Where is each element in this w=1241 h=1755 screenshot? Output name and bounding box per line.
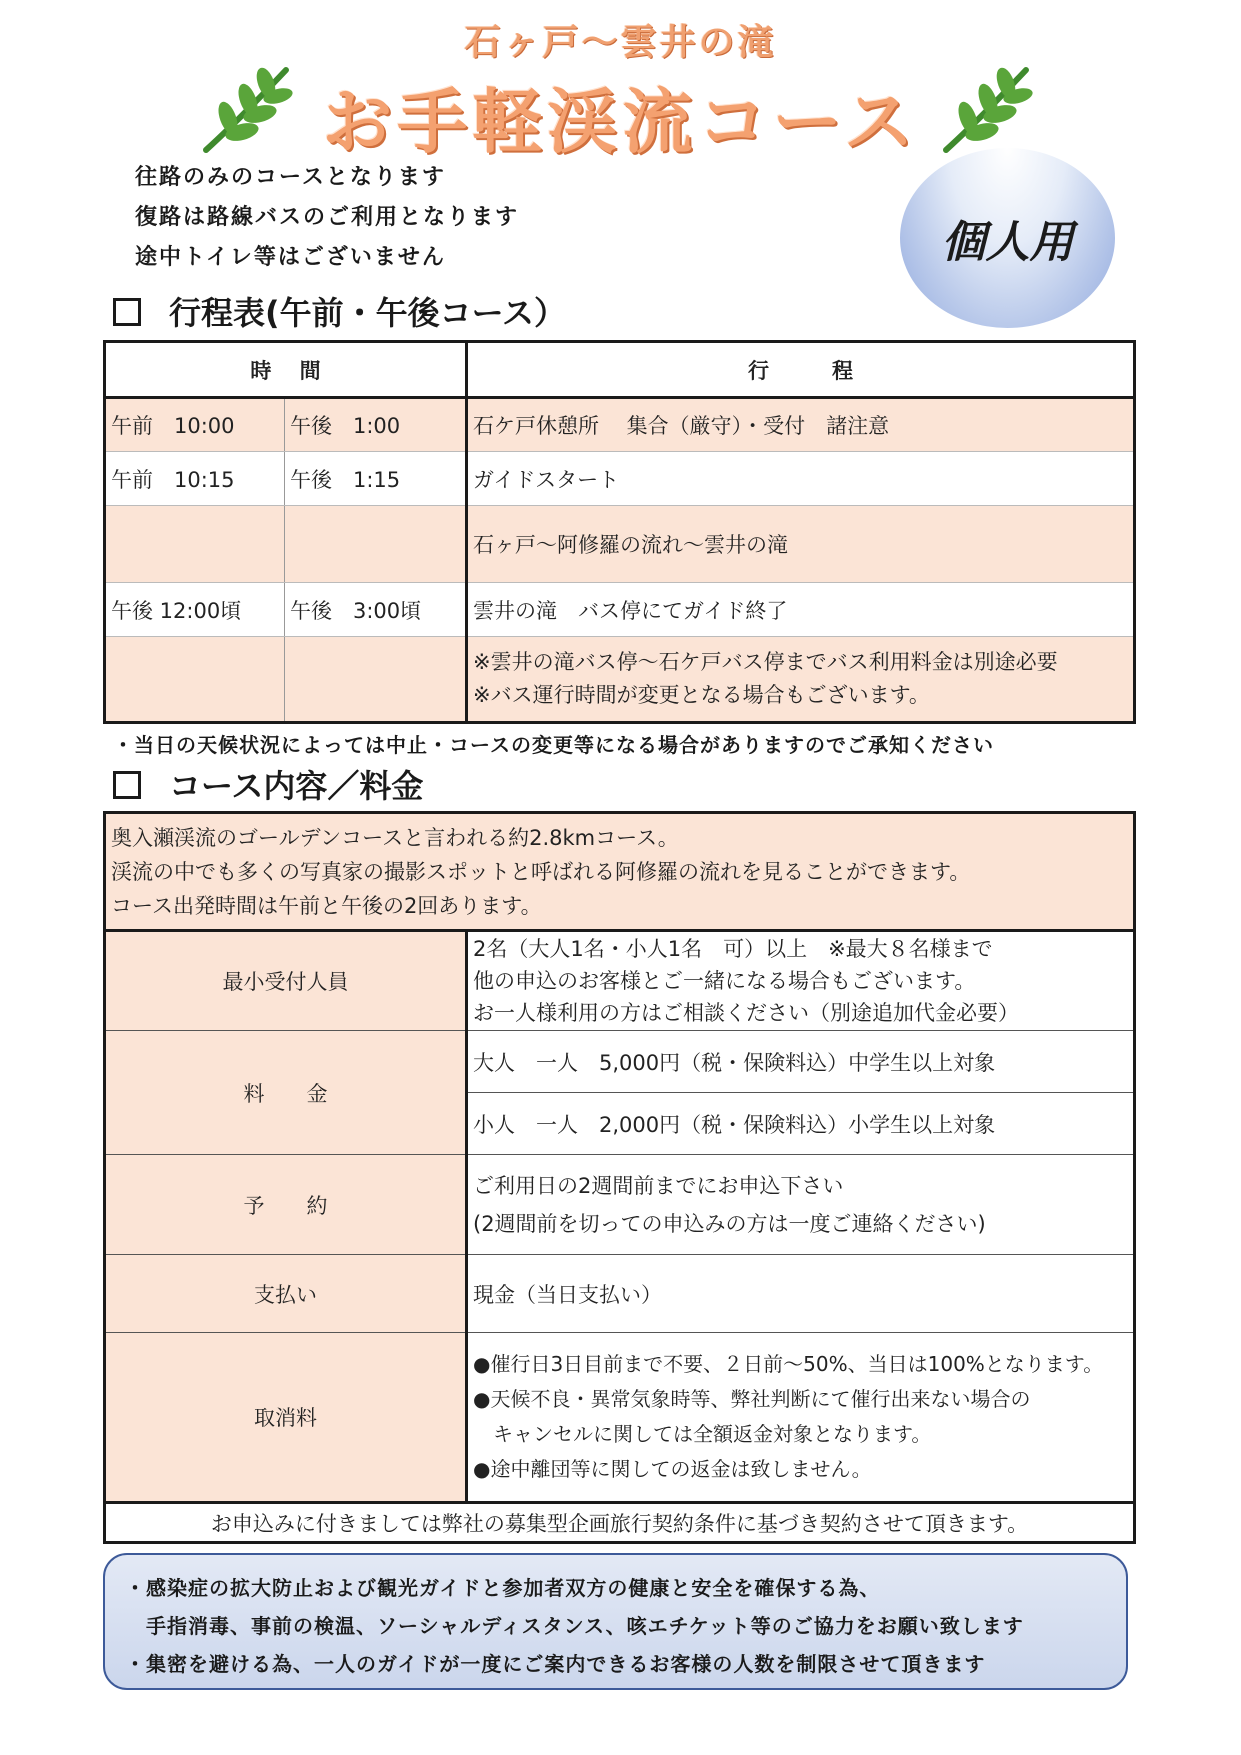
fee-row xyxy=(105,1031,1135,1093)
badge-label: 個人用 xyxy=(941,217,1074,268)
schedule-table xyxy=(103,340,1136,724)
leaf-branch-left-icon xyxy=(198,60,298,160)
personal-use-badge xyxy=(900,148,1115,328)
course-intro-row xyxy=(105,813,1135,931)
schedule-desc: 石ヶ戸～阿修羅の流れ～雲井の滝 xyxy=(467,506,1135,583)
schedule-row xyxy=(105,637,1135,723)
schedule-desc: 雲井の滝 バス停にてガイド終了 xyxy=(467,583,1135,637)
notice-line: ・集密を避ける為、一人のガイドが一度にご案内できるお客様の人数を制限させて頂きます xyxy=(125,1652,986,1676)
intro-note-2: 復路は路線バスのご利用となります xyxy=(135,205,520,230)
min-participants-row xyxy=(105,931,1135,1031)
bus-time-note: ※バス運行時間が変更となる場合もございます。 xyxy=(473,683,930,707)
checkbox-square-icon xyxy=(113,771,141,799)
terms-row xyxy=(105,1503,1135,1543)
notice-line: ・感染症の拡大防止および観光ガイドと参加者双方の健康と安全を確保する為、 xyxy=(125,1576,881,1600)
course-intro xyxy=(105,813,1135,931)
intro-note-1: 往路のみのコースとなります xyxy=(135,165,446,190)
checkbox-square-icon xyxy=(113,298,141,326)
course-heading-text: コース内容／料金 xyxy=(169,767,424,805)
min-participants-line: お一人様利用の方はご相談ください（別途追加代金必要） xyxy=(473,1001,1019,1025)
min-participants-label: 最小受付人員 xyxy=(105,931,467,1031)
schedule-time-header: 時 間 xyxy=(105,342,467,398)
schedule-am-time xyxy=(105,637,285,723)
min-participants-line: 2名（大人1名・小人1名 可）以上 ※最大８名様まで xyxy=(473,937,993,961)
schedule-heading-text: 行程表(午前・午後コース） xyxy=(169,294,567,332)
notice-line: 手指消毒、事前の検温、ソーシャルディスタンス、咳エチケット等のご協力をお願い致します xyxy=(125,1614,1024,1638)
terms-note: お申込みに付きましては弊社の募集型企画旅行契約条件に基づき契約させて頂きます。 xyxy=(105,1503,1135,1543)
schedule-row xyxy=(105,506,1135,583)
schedule-desc: ガイドスタート xyxy=(467,452,1135,506)
reservation-line: (2週間前を切っての申込みの方は一度ご連絡ください) xyxy=(473,1211,986,1236)
payment-label: 支払い xyxy=(105,1255,467,1333)
course-heading xyxy=(113,761,423,807)
schedule-pm-time xyxy=(285,637,467,723)
fee-child: 小人 一人 2,000円（税・保険料込）小学生以上対象 xyxy=(467,1093,1135,1155)
reservation-line: ご利用日の2週間前までにお申込下さい xyxy=(473,1173,844,1198)
min-participants-line: 他の申込のお客様とご一緒になる場合もございます。 xyxy=(473,969,976,993)
fee-adult: 大人 一人 5,000円（税・保険料込）中学生以上対象 xyxy=(467,1031,1135,1093)
intro-note-3: 途中トイレ等はございません xyxy=(135,245,446,270)
bus-fee-note: ※雲井の滝バス停～石ケ戸バス停までバス利用料金は別途必要 xyxy=(473,650,1058,674)
schedule-pm-time: 午後 3:00頃 xyxy=(285,583,467,637)
schedule-am-time: 午前 10:00 xyxy=(105,398,285,452)
schedule-header-row xyxy=(105,342,1135,398)
reservation-row xyxy=(105,1155,1135,1255)
fee-label: 料 金 xyxy=(105,1031,467,1155)
schedule-row xyxy=(105,583,1135,637)
leaf-branch-right-icon xyxy=(938,60,1038,160)
course-intro-line: コース出発時間は午前と午後の2回あります。 xyxy=(111,893,542,918)
payment-value: 現金（当日支払い） xyxy=(467,1255,1135,1333)
payment-row xyxy=(105,1255,1135,1333)
cancel-value xyxy=(467,1333,1135,1503)
cancel-line: ●天候不良・異常気象時等、弊社判断にて催行出来ない場合の xyxy=(473,1387,1031,1411)
course-table xyxy=(103,811,1136,1544)
schedule-pm-time: 午後 1:00 xyxy=(285,398,467,452)
cancel-label: 取消料 xyxy=(105,1333,467,1503)
schedule-row xyxy=(105,452,1135,506)
schedule-itinerary-header: 行 程 xyxy=(467,342,1135,398)
cancel-line: キャンセルに関しては全額返金対象となります。 xyxy=(473,1422,932,1446)
schedule-am-time xyxy=(105,506,285,583)
reservation-value xyxy=(467,1155,1135,1255)
schedule-am-time: 午前 10:15 xyxy=(105,452,285,506)
weather-note: ・当日の天候状況によっては中止・コースの変更等になる場合がありますのでご承知ください xyxy=(113,733,994,757)
course-intro-line: 奥入瀬渓流のゴールデンコースと言われる約2.8kmコース。 xyxy=(111,825,679,850)
schedule-pm-time xyxy=(285,506,467,583)
cancel-row xyxy=(105,1333,1135,1503)
schedule-heading xyxy=(113,288,566,334)
cancel-line: ●催行日3日目前まで不要、２日前～50%、当日は100%となります。 xyxy=(473,1352,1104,1376)
cancel-line: ●途中離団等に関しての返金は致しません。 xyxy=(473,1457,872,1481)
page-subtitle: 石ヶ戸～雲井の滝 xyxy=(464,22,777,63)
schedule-pm-time: 午後 1:15 xyxy=(285,452,467,506)
reservation-label: 予 約 xyxy=(105,1155,467,1255)
schedule-desc: 石ケ戸休憩所 集合（厳守）・受付 諸注意 xyxy=(467,398,1135,452)
covid-notice-box xyxy=(103,1553,1128,1690)
schedule-desc xyxy=(467,637,1135,723)
course-intro-line: 渓流の中でも多くの写真家の撮影スポットと呼ばれる阿修羅の流れを見ることができます。 xyxy=(111,859,971,884)
min-participants-value xyxy=(467,931,1135,1031)
page-title: お手軽渓流コース xyxy=(322,81,919,163)
schedule-row xyxy=(105,398,1135,452)
schedule-am-time: 午後 12:00頃 xyxy=(105,583,285,637)
